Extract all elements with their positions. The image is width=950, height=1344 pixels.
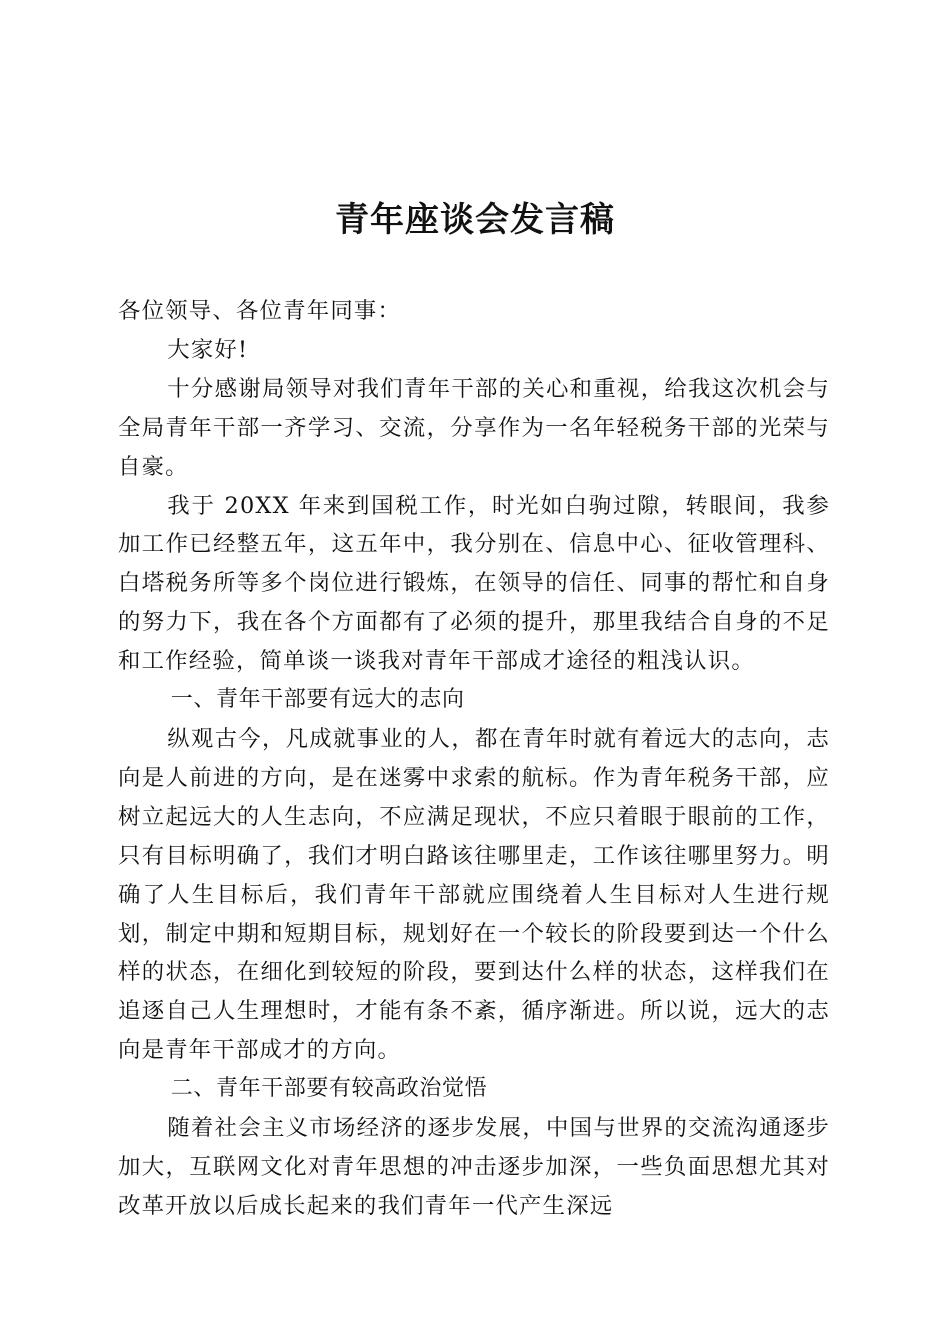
section-paragraph-2: 随着社会主义市场经济的逐步发展，中国与世界的交流沟通逐步加大，互联网文化对青年思想的冲击逐步加深，一些负面思想尤其对改革开放以后成长起来的我们青年一代产生深远 [118, 1115, 830, 1219]
section-paragraph-1: 纵观古今，凡成就事业的人，都在青年时就有着远大的志向，志向是人前进的方向，是在迷雾中求索的航标。作为青年税务干部，应树立起远大的人生志向，不应满足现状，不应只着眼于眼前的工作，只有目标明确了，我们才明白路该往哪里走，工作该往哪里努力。明确了人生目标后，我们青年干部就应围绕着人生目标对人生进行规划，制定中期和短期目标，规划好在一个较长的阶段要到达一个什么样的状态，在细化到较短的阶段，要到达什么样的状态，这样我们在追逐自己人生理想时，才能有条不紊，循序渐进。所以说，远大的志向是青年干部成才的方向。 [118, 725, 830, 1064]
document-title: 青年座谈会发言稿 [335, 200, 615, 240]
greeting: 大家好! [167, 336, 249, 363]
section-heading-2: 二、青年干部要有较高政治觉悟 [170, 1076, 488, 1102]
paragraph-intro: 十分感谢局领导对我们青年干部的关心和重视，给我这次机会与全局青年干部一齐学习、交流，分享作为一名年轻税务干部的光荣与自豪。 [118, 375, 830, 480]
section-heading-1: 一、青年干部要有远大的志向 [170, 687, 465, 713]
salutation: 各位领导、各位青年同事： [118, 298, 402, 324]
document-body [118, 292, 830, 1226]
paragraph-background: 我于 20XX 年来到国税工作，时光如白驹过隙，转眼间，我参加工作已经整五年，这五年中，我分别在、信息中心、征收管理科、白塔税务所等多个岗位进行锻炼，在领导的信任、同事的帮忙和自身的努力下，我在各个方面都有了必须的提升，那里我结合自身的不足和工作经验，简单谈一谈我对青年干部成才途径的粗浅认识。 [118, 492, 830, 675]
